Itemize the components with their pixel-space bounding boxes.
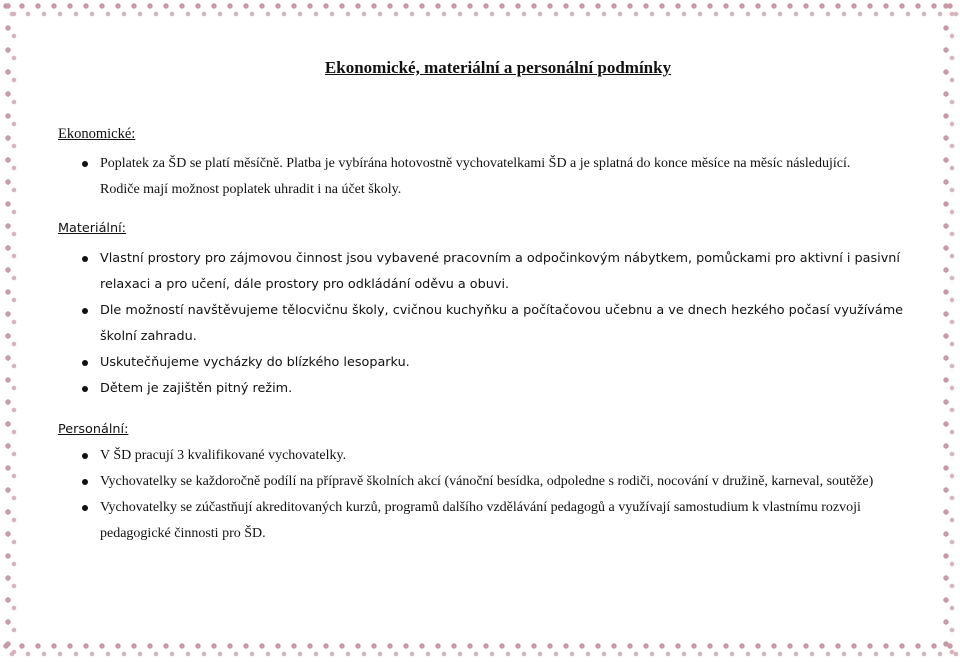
decorative-border-right xyxy=(938,0,960,662)
section-heading-personnel: Personální: xyxy=(58,422,129,437)
page-title: Ekonomické, materiální a personální podmínky xyxy=(324,58,672,77)
list-item: Dětem je zajištěn pitný režim. xyxy=(58,376,908,402)
list-item: V ŠD pracují 3 kvalifikované vychovatelky. xyxy=(58,443,908,469)
decorative-border-top xyxy=(0,0,960,22)
list-item: Dle možností navštěvujeme tělocvičnu školy, cvičnou kuchyňku a počítačovou učebnu a ve dnech hezkého počasí využíváme školní zahradu. xyxy=(58,298,908,350)
personnel-list xyxy=(58,443,908,547)
material-list xyxy=(58,246,908,402)
decorative-border-bottom xyxy=(0,640,960,662)
list-item: Uskutečňujeme vycházky do blízkého lesoparku. xyxy=(58,350,908,376)
list-item: Vychovatelky se zúčastňují akreditovaných kurzů, programů dalšího vzdělávání pedagogů a využívají samostudium k vlastnímu rozvoji pedagogické činnosti pro ŠD. xyxy=(58,495,908,547)
document-body xyxy=(58,50,908,547)
economic-list xyxy=(58,151,908,203)
decorative-border-left xyxy=(0,0,22,662)
list-item: Poplatek za ŠD se platí měsíčně. Platba je vybírána hotovostně vychovatelkami ŠD a je splatná do konce měsíce na měsíc následující. Rodiče mají možnost poplatek uhradit i na účet školy. xyxy=(58,151,908,203)
list-item: Vlastní prostory pro zájmovou činnost jsou vybavené pracovním a odpočinkovým nábytkem, pomůckami pro aktivní i pasivní relaxaci a pro učení, dále prostory pro odkládání oděvu a obuvi. xyxy=(58,246,908,298)
section-heading-material: Materiální: xyxy=(58,221,126,236)
list-item: Vychovatelky se každoročně podílí na přípravě školních akcí (vánoční besídka, odpoledne s rodiči, nocování v družině, karneval, soutěže) xyxy=(58,469,908,495)
section-heading-economic: Ekonomické: xyxy=(58,126,136,142)
